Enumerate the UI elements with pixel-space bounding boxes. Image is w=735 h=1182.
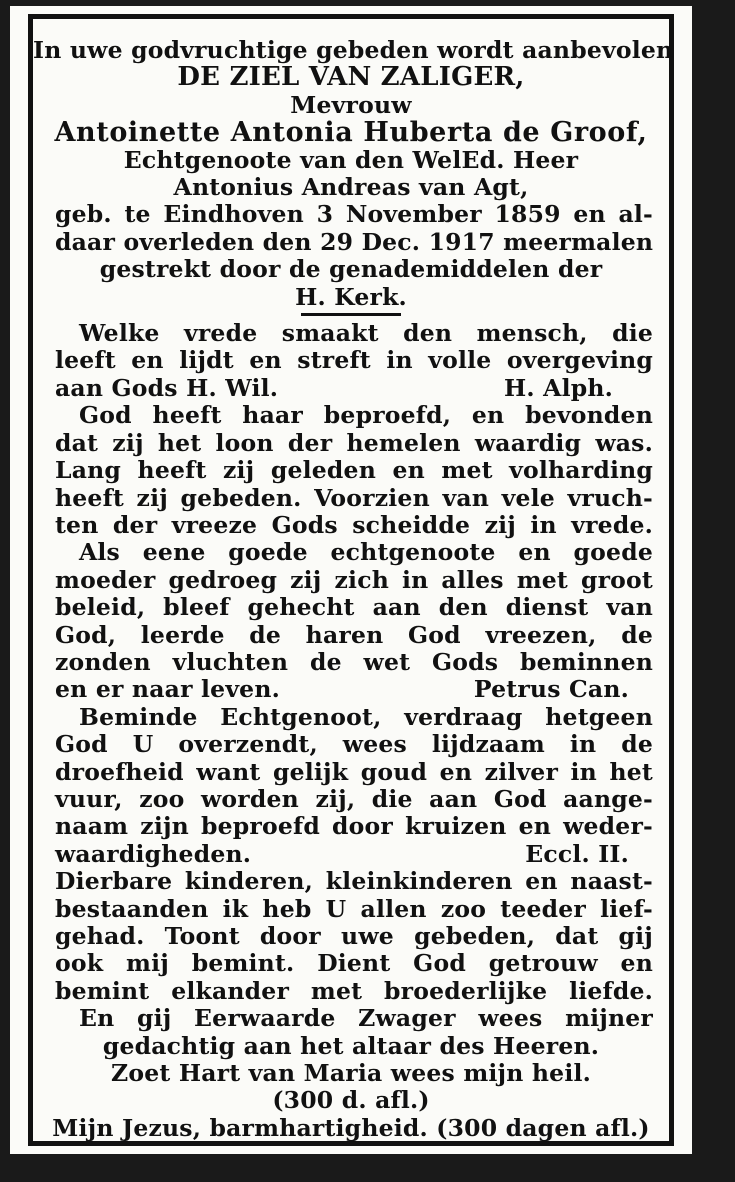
text-line: zonden vluchten de wet Gods beminnen [55,647,653,676]
spouse-name: Antonius Andreas van Agt, [173,173,529,202]
text-line: Lang heeft zij geleden en met volharding [55,456,653,485]
deceased-name: Antoinette Antonia Huberta de Groof, [54,117,648,149]
text-line: gedachtig aan het altaar des Heeren. [102,1031,600,1060]
text-line: Beminde Echtgenoot, verdraag hetgeen [79,702,653,731]
card-border [28,14,674,1146]
text-fragment: en er naar leven. [55,675,280,704]
bio-line-2: daar overleden den 29 Dec. 1917 meermalen [55,227,654,256]
text-line: En gij Eerwaarde Zwager wees mijner [79,1004,653,1033]
text-line: moeder gedroeg zij zich in alles met groot [55,565,653,594]
prayer-line-2: Mijn Jezus, barmhartigheid. (300 dagen afl.) [52,1113,650,1142]
text-line-attributed [33,841,669,868]
attribution: H. Alph. [503,373,613,402]
bio-line-4: H. Kerk. [295,282,407,311]
prayer-line-1: Zoet Hart van Maria wees mijn heil. [111,1059,591,1088]
text-line: ten der vreeze Gods scheidde zij in vrede. [55,510,653,539]
header-line-1: In uwe godvruchtige gebeden wordt aanbevolen [33,36,674,64]
memorial-card [10,6,692,1154]
text-fragment: aan Gods H. Wil. [55,373,279,402]
indulgence-line-1: (300 d. afl.) [272,1086,430,1115]
header-line-3: Mevrouw [290,90,412,119]
text-line: vuur, zoo worden zij, die aan God aange- [55,784,653,813]
text-line: droefheid want gelijk goud en zilver in het [55,757,653,786]
text-line: naam zijn beproefd door kruizen en weder- [55,812,653,841]
text-line: bemint elkander met broederlijke liefde. [55,976,653,1005]
text-fragment: waardigheden. [55,839,252,868]
spouse-intro: Echtgenoote van den WelEd. Heer [123,145,579,174]
bio-line-1: geb. te Eindhoven 3 November 1859 en al- [55,200,653,229]
text-line: gehad. Toont door uwe gebeden, dat gij [55,922,653,950]
text-line: heeft zij gebeden. Voorzien van vele vruch- [55,483,653,512]
header-line-2: DE ZIEL VAN ZALIGER, [177,62,525,93]
attribution: Eccl. II. [525,839,629,868]
bio-line-3: gestrekt door de genademiddelen der [99,255,603,284]
text-line: leeft en lijdt en streft in volle overgeving [55,346,653,375]
text-line: bestaanden ik heb U allen zoo teeder lief- [55,894,653,923]
text-line: Als eene goede echtgenoote en goede [79,538,653,567]
text-line: beleid, bleef gehecht aan den dienst van [55,593,653,622]
text-line: dat zij het loon der hemelen waardig was. [55,428,653,457]
text-line: ook mij bemint. Dient God getrouw en [55,949,653,978]
text-line: Welke vrede smaakt den mensch, die [79,319,653,348]
divider-rule [301,313,401,316]
text-line: God, leerde de haren God vreezen, de [55,620,653,649]
text-line-attributed [33,676,669,703]
text-line-attributed [33,375,669,402]
text-line: God heeft haar beproefd, en bevonden [79,401,653,430]
text-line: God U overzendt, wees lijdzaam in de [55,730,653,759]
attribution: Petrus Can. [473,675,629,704]
text-line: Dierbare kinderen, kleinkinderen en naast- [55,867,653,896]
